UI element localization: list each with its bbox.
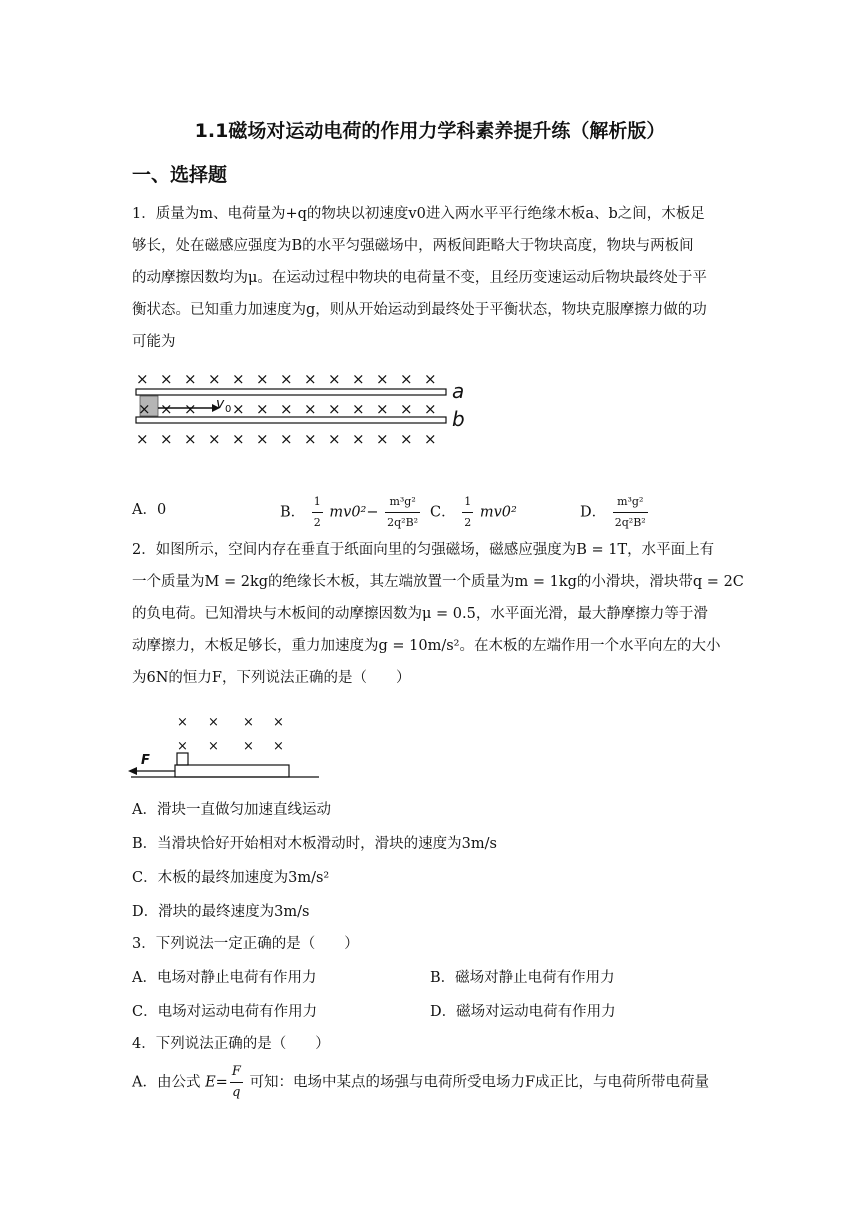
board-a	[136, 389, 446, 395]
force-arrowhead	[128, 767, 137, 775]
field-cross-mark: ×	[184, 400, 197, 418]
field-cross-mark: ×	[177, 715, 188, 730]
field-cross-mark: ×	[424, 400, 437, 418]
field-cross-mark: ×	[328, 400, 341, 418]
q1-line: 的动摩擦因数均为μ。在运动过程中物块的电荷量不变，且经历变速运动后物块最终处于平	[132, 270, 707, 286]
q1-option-a: A．0	[132, 502, 167, 518]
q1-line: 衡状态。已知重力加速度为g，则从开始运动到最终处于平衡状态，物块克服摩擦力做的功	[132, 302, 707, 318]
field-cross-mark: ×	[208, 739, 219, 754]
field-cross-mark: ×	[184, 370, 197, 388]
q2-option-d: D．滑块的最终速度为3m/s	[132, 904, 310, 920]
field-cross-mark: ×	[256, 400, 269, 418]
field-cross-mark: ×	[208, 370, 221, 388]
option-b-mv: mv0²−	[329, 504, 379, 521]
field-cross-mark: ×	[160, 400, 173, 418]
fraction-denominator: 2q²B²	[387, 516, 419, 529]
option-d-fraction	[613, 492, 648, 533]
board-b-label: b	[452, 407, 465, 431]
long-board	[175, 765, 289, 777]
field-cross-mark: ×	[177, 739, 188, 754]
field-cross-mark: ×	[280, 430, 293, 448]
velocity-subscript: 0	[225, 404, 232, 415]
field-cross-mark: ×	[160, 430, 173, 448]
field-cross-mark: ×	[208, 715, 219, 730]
q4-option-a-text: 可知：电场中某点的场强与电荷所受电场力F成正比，与电荷所带电荷量	[249, 1074, 710, 1091]
field-cross-mark: ×	[400, 370, 413, 388]
q4-option-a	[132, 1062, 709, 1103]
fraction-numerator: F	[230, 1062, 243, 1083]
field-cross-mark: ×	[256, 370, 269, 388]
velocity-label: v	[216, 396, 225, 412]
field-cross-mark: ×	[136, 430, 149, 448]
field-cross-mark: ×	[352, 400, 365, 418]
section-heading: 一、选择题	[132, 164, 228, 186]
field-cross-mark: ×	[424, 430, 437, 448]
half-fraction	[462, 492, 473, 533]
field-cross-mark: ×	[232, 370, 245, 388]
q2-line: 一个质量为M = 2kg的绝缘长木板，其左端放置一个质量为m = 1kg的小滑块，滑块带q = 2C	[132, 574, 744, 590]
q1-option-b	[280, 492, 422, 533]
fraction-numerator: 1	[312, 492, 323, 513]
q2-line: 动摩擦力，木板足够长，重力加速度为g = 10m/s²。在木板的左端作用一个水平向左的大小	[132, 638, 721, 654]
formula-lhs: E=	[205, 1074, 228, 1091]
q1-option-d	[580, 492, 650, 533]
q2-line: 2．如图所示，空间内存在垂直于纸面向里的匀强磁场，磁感应强度为B = 1T，水平面上有	[132, 542, 715, 558]
q2-line: 的负电荷。已知滑块与木板间的动摩擦因数为μ = 0.5，水平面光滑，最大静摩擦力等于滑	[132, 606, 708, 622]
field-cross-mark: ×	[376, 400, 389, 418]
field-cross-mark: ×	[273, 739, 284, 754]
board-a-label: a	[452, 379, 465, 403]
field-cross-mark: ×	[424, 370, 437, 388]
q3-stem: 3．下列说法一定正确的是（ ）	[132, 936, 359, 952]
field-cross-mark: ×	[208, 430, 221, 448]
q2-line: 为6N的恒力F，下列说法正确的是（ ）	[132, 670, 411, 686]
page-title: 1.1磁场对运动电荷的作用力学科素养提升练（解析版）	[194, 120, 666, 142]
field-cross-mark: ×	[273, 715, 284, 730]
half-fraction	[312, 492, 323, 533]
field-cross-mark: ×	[328, 370, 341, 388]
field-cross-mark: ×	[304, 400, 317, 418]
option-c-mv: mv0²	[479, 504, 517, 521]
q1-magnetic-field-figure	[130, 364, 475, 454]
fraction-denominator: q	[232, 1085, 241, 1100]
q2-slider-board-figure	[125, 706, 325, 782]
field-cross-mark: ×	[352, 370, 365, 388]
q3-option-c: C．电场对运动电荷有作用力	[132, 1004, 318, 1020]
field-cross-mark: ×	[232, 430, 245, 448]
field-cross-mark: ×	[400, 400, 413, 418]
q1-option-c	[430, 492, 517, 533]
q3-option-a: A．电场对静止电荷有作用力	[132, 970, 317, 986]
fraction-denominator: 2	[313, 516, 321, 529]
small-slider	[177, 753, 188, 765]
field-cross-mark: ×	[376, 430, 389, 448]
option-c-prefix: C．	[430, 504, 456, 521]
field-cross-mark: ×	[138, 400, 151, 418]
q3-option-d: D．磁场对运动电荷有作用力	[430, 1004, 616, 1020]
field-cross-mark: ×	[184, 430, 197, 448]
field-cross-mark: ×	[304, 430, 317, 448]
q4-option-a-prefix: A．由公式	[132, 1074, 201, 1091]
field-cross-mark: ×	[232, 400, 245, 418]
q4-stem: 4．下列说法正确的是（ ）	[132, 1036, 330, 1052]
field-cross-mark: ×	[160, 370, 173, 388]
option-b-fraction	[385, 492, 420, 533]
field-cross-mark: ×	[304, 370, 317, 388]
q1-line: 1．质量为m、电荷量为+q的物块以初速度v0进入两水平平行绝缘木板a、b之间，木板足	[132, 206, 705, 222]
field-cross-mark: ×	[376, 370, 389, 388]
q1-line: 够长，处在磁感应强度为B的水平匀强磁场中，两板间距略大于物块高度，物块与两板间	[132, 238, 694, 254]
field-cross-mark: ×	[352, 430, 365, 448]
field-cross-mark: ×	[136, 370, 149, 388]
field-cross-mark: ×	[280, 400, 293, 418]
q2-option-c: C．木板的最终加速度为3m/s²	[132, 870, 330, 886]
field-cross-mark: ×	[400, 430, 413, 448]
force-label: F	[141, 753, 150, 768]
field-cross-mark: ×	[280, 370, 293, 388]
field-strength-fraction	[230, 1062, 243, 1103]
fraction-numerator: m³g²	[613, 492, 648, 513]
q2-option-a: A．滑块一直做匀加速直线运动	[132, 802, 331, 818]
q2-option-b: B．当滑块恰好开始相对木板滑动时，滑块的速度为3m/s	[132, 836, 497, 852]
fraction-numerator: 1	[462, 492, 473, 513]
q1-line: 可能为	[132, 334, 176, 350]
fraction-numerator: m³g²	[385, 492, 420, 513]
option-b-prefix: B．	[280, 504, 306, 521]
field-cross-mark: ×	[243, 715, 254, 730]
field-cross-mark: ×	[243, 739, 254, 754]
q3-option-b: B．磁场对静止电荷有作用力	[430, 970, 615, 986]
field-cross-mark: ×	[328, 430, 341, 448]
fraction-denominator: 2	[464, 516, 472, 529]
fraction-denominator: 2q²B²	[614, 516, 646, 529]
option-d-prefix: D．	[580, 504, 607, 521]
field-cross-mark: ×	[256, 430, 269, 448]
